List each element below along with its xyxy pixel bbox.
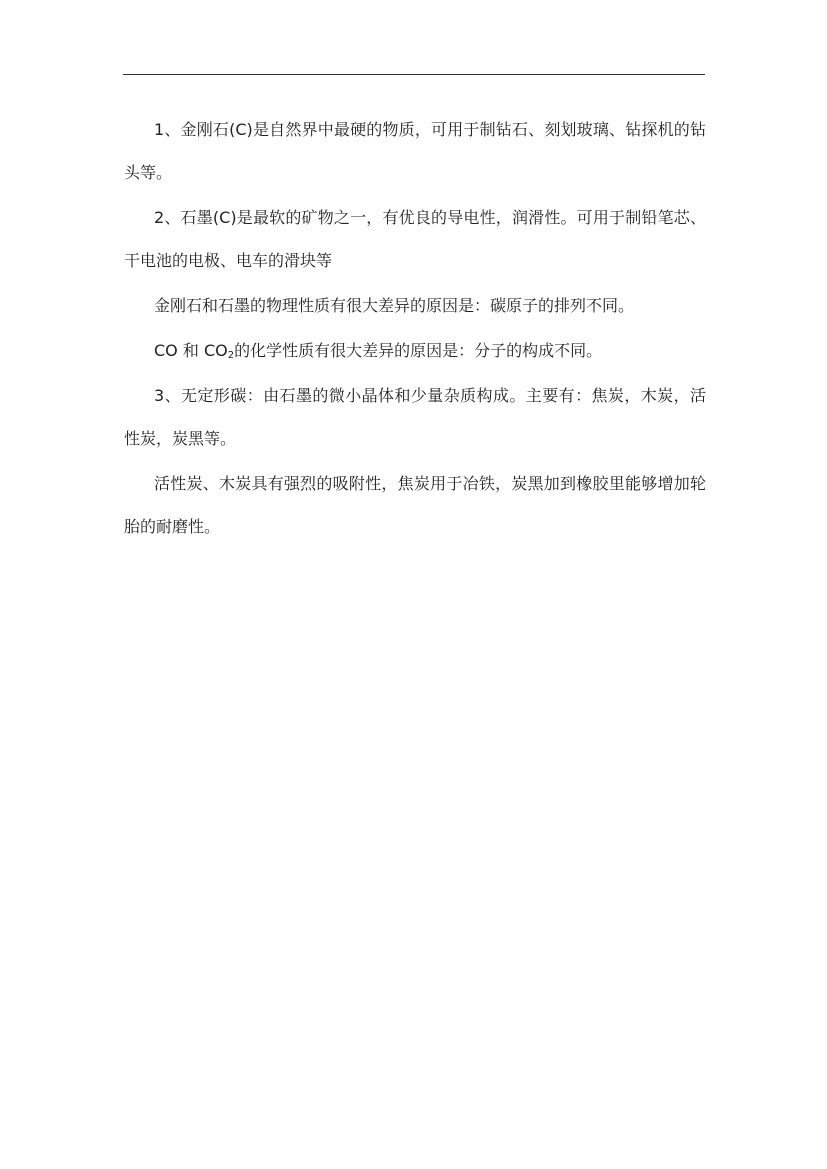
paragraph-uses: 活性炭、木炭具有强烈的吸附性，焦炭用于冶铁，炭黑加到橡胶里能够增加轮胎的耐磨性。 (124, 474, 706, 536)
paragraph-graphite: 2、石墨(C)是最软的矿物之一，有优良的导电性，润滑性。可用于制铅笔芯、干电池的电极、电车的滑块等 (124, 208, 706, 270)
paragraph-physical-difference: 金刚石和石墨的物理性质有很大差异的原因是：碳原子的排列不同。 (154, 296, 635, 315)
header-rule (123, 74, 705, 75)
paragraph-diamond: 1、金刚石(C)是自然界中最硬的物质，可用于制钻石、刻划玻璃、钻探机的钻头等。 (124, 120, 706, 182)
co2-subscript: 2 (227, 350, 235, 361)
paragraph-co-co2 (124, 329, 706, 372)
paragraph-amorphous-carbon: 3、无定形碳：由石墨的微小晶体和少量杂质构成。主要有：焦炭，木炭，活性炭，炭黑等。 (124, 386, 706, 448)
document-body (124, 108, 706, 550)
co-text: CO 和 CO (154, 341, 228, 360)
co-co2-text: 的化学性质有很大差异的原因是：分子的构成不同。 (234, 341, 603, 360)
